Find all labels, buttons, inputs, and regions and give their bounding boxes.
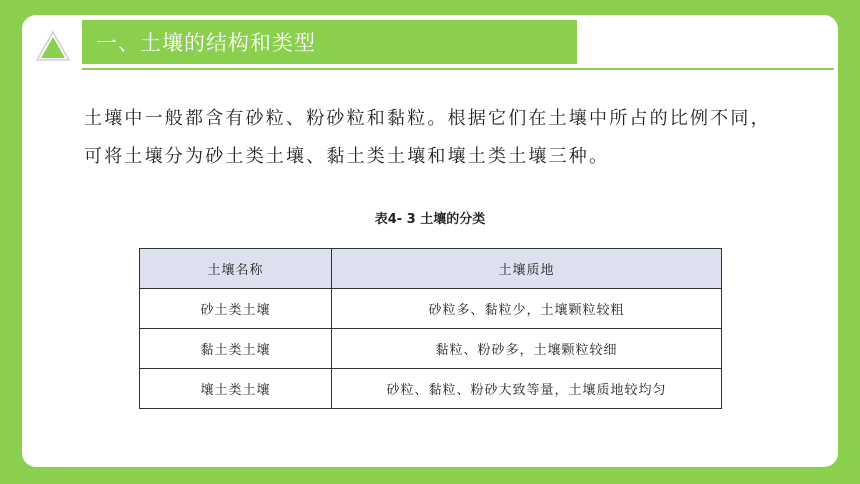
table-header-row [140,249,722,289]
table-caption: 表4- 3 土壤的分类 [374,212,486,227]
cell-soil-texture: 砂粒多、黏粒少，土壤颗粒较粗 [332,289,722,329]
title-divider [82,68,834,70]
triangle-icon [35,30,71,62]
cell-soil-name: 壤土类土壤 [140,369,332,409]
cell-soil-texture: 黏粒、粉砂多，土壤颗粒较细 [332,329,722,369]
cell-soil-name: 砂土类土壤 [140,289,332,329]
table-row [140,329,722,369]
body-line-2: 可将土壤分为砂土类土壤、黏土类土壤和壤土类土壤三种。 [84,146,610,167]
table-row [140,369,722,409]
soil-classification-table [139,248,722,409]
header-soil-name: 土壤名称 [140,249,332,289]
cell-soil-name: 黏土类土壤 [140,329,332,369]
table-row [140,289,722,329]
section-title: 一、土壤的结构和类型 [96,31,316,55]
section-title-bar [82,20,577,64]
cell-soil-texture: 砂粒、黏粒、粉砂大致等量，土壤质地较均匀 [332,369,722,409]
body-line-1: 土壤中一般都含有砂粒、粉砂粒和黏粒。根据它们在土壤中所占的比例不同， [84,108,771,129]
header-soil-texture: 土壤质地 [332,249,722,289]
body-paragraph [84,100,824,176]
